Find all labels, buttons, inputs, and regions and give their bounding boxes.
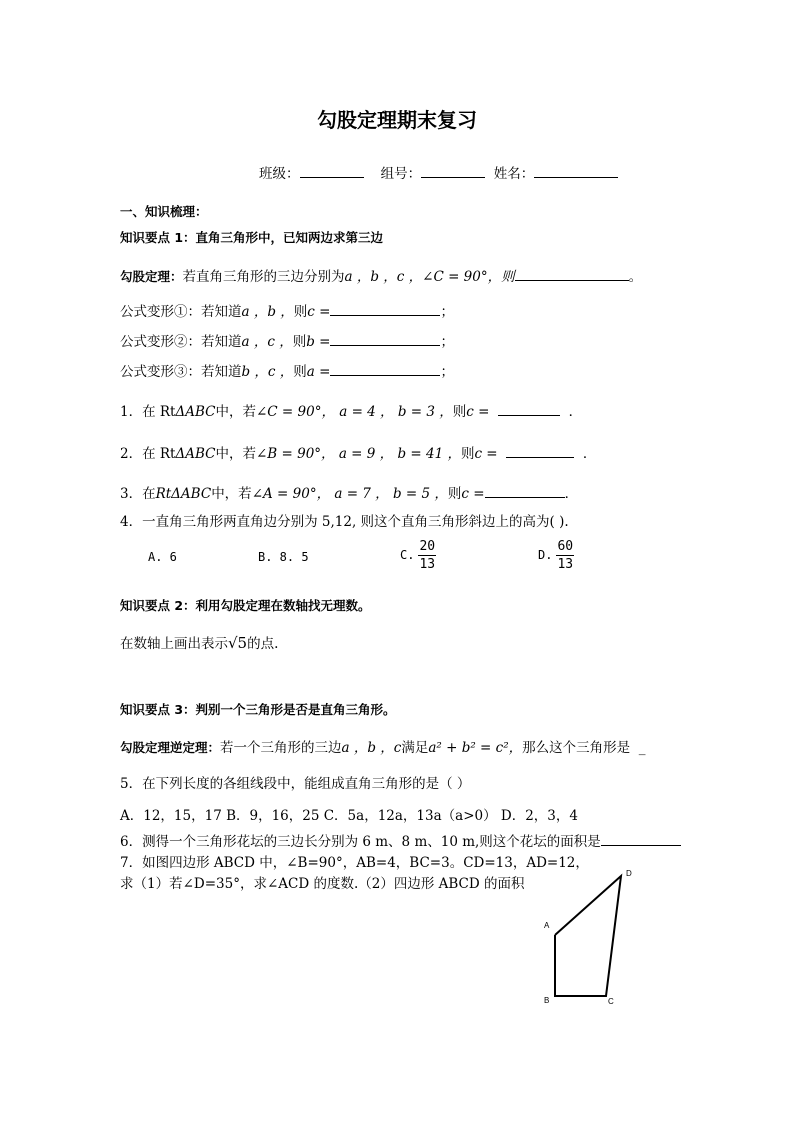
converse-cond-text: 满足 <box>401 740 429 756</box>
formula1-end: ； <box>440 304 454 320</box>
converse-text: 若一个三角形的三边 <box>220 740 342 756</box>
q2-mid: 中，若 <box>215 446 256 462</box>
formula3-var: a = <box>306 364 331 380</box>
q4-option-d-numerator: 60 <box>557 539 574 554</box>
q6-text: 6．测得一个三角形花坛的三边长分别为 6 m、8 m、10 m,则这个花坛的面积是 <box>120 834 601 850</box>
theorem-vars: a ，b ，c ， <box>344 269 423 285</box>
vertex-c-label: C <box>608 997 614 1006</box>
q2-num: 2．在 Rt <box>120 446 176 462</box>
q2-condition: ∠B = 90°， a = 9 ， b = 41 ， <box>255 446 461 462</box>
formula3-then: 则 <box>293 364 307 380</box>
formula3-end: ； <box>440 364 454 380</box>
quadrilateral-abcd <box>555 876 621 996</box>
q4-option-c-label: C. <box>400 548 415 562</box>
point3-heading: 知识要点 3：判别一个三角形是否是直角三角形。 <box>120 702 396 717</box>
question-4: 4．一直角三角形两直角边分别为 5,12, 则这个直角三角形斜边上的高为( ). <box>120 514 569 530</box>
formula1-blank <box>330 301 440 316</box>
question-2 <box>120 442 596 462</box>
converse-label: 勾股定理逆定理： <box>120 740 221 755</box>
q5-options: A．12，15，17 B．9，16，25 C．5a，12a，13a（a>0） D．2，3，4 <box>120 808 578 824</box>
theorem-end: 。 <box>628 269 643 285</box>
q4-option-d <box>538 538 574 573</box>
theorem-label: 勾股定理： <box>120 269 183 284</box>
q3-mid: 中，若 <box>211 486 252 502</box>
q4-option-d-fraction <box>556 538 574 573</box>
q2-triangle: ΔABC <box>175 446 216 462</box>
group-label: 组号： <box>380 166 422 182</box>
formula3-vars: b ，c ， <box>241 364 294 380</box>
formula3-label: 公式变形③：若知道 <box>120 364 242 380</box>
q1-triangle: ΔABC <box>175 404 216 420</box>
formula1-line <box>120 300 454 320</box>
formula1-then: 则 <box>293 304 308 320</box>
q4-option-c-denominator: 13 <box>419 557 436 572</box>
q1-then: 则 <box>452 404 467 420</box>
theorem-angle: ∠C = 90°，则 <box>422 269 515 285</box>
q3-triangle: RtΔABC <box>155 486 212 502</box>
formula2-var: b = <box>306 334 331 350</box>
theorem-blank <box>515 266 629 281</box>
q1-end: ． <box>568 404 583 420</box>
group-blank <box>421 163 485 178</box>
q4-option-a: A. 6 <box>148 550 177 564</box>
question-5: 5．在下列长度的各组线段中，能组成直角三角形的是（ ） <box>120 776 471 792</box>
q6-blank <box>601 831 681 846</box>
q3-ask: c = <box>461 486 485 502</box>
vertex-d-label: D <box>626 869 632 878</box>
formula2-label: 公式变形②：若知道 <box>120 334 242 350</box>
sqrt5-expression: √5 <box>228 634 248 652</box>
q1-ask: c = <box>466 404 490 420</box>
point1-heading: 知识要点 1：直角三角形中，已知两边求第三边 <box>120 230 384 245</box>
question-7-line1: 7．如图四边形 ABCD 中，∠B=90°，AB=4，BC=3。CD=13，AD=12， <box>120 855 589 871</box>
name-label: 姓名： <box>493 166 535 182</box>
formula2-vars: a ，c ， <box>241 334 293 350</box>
point2-text-b: 的点. <box>247 636 279 652</box>
formula3-line <box>120 360 454 380</box>
q1-blank <box>498 401 560 416</box>
theorem-text: 若直角三角形的三边分别为 <box>182 269 345 285</box>
point2-text <box>120 632 278 652</box>
question-6 <box>120 830 681 850</box>
quadrilateral-figure <box>530 860 650 1010</box>
q1-num: 1．在 Rt <box>120 404 176 420</box>
formula2-then: 则 <box>292 334 307 350</box>
q3-num: 3．在 <box>120 486 156 502</box>
q3-condition: ∠A = 90°， a = 7 ， b = 5 ， <box>251 486 448 502</box>
name-blank <box>534 163 618 178</box>
q4-option-c <box>400 538 436 573</box>
formula3-blank <box>330 361 440 376</box>
vertex-a-label: A <box>544 921 550 930</box>
class-label: 班级： <box>259 166 300 182</box>
class-blank <box>300 163 364 178</box>
q4-option-d-label: D. <box>538 548 553 562</box>
converse-vars: a ，b ，c <box>341 740 402 756</box>
converse-theorem-line <box>120 736 645 756</box>
formula2-blank <box>330 331 440 346</box>
point2-heading: 知识要点 2：利用勾股定理在数轴找无理数。 <box>120 598 371 613</box>
q4-option-d-denominator: 13 <box>557 557 574 572</box>
formula1-var: c = <box>307 304 331 320</box>
converse-end: 那么这个三角形是 <box>522 740 631 756</box>
theorem-line <box>120 265 642 285</box>
section1-heading: 一、知识梳理： <box>120 204 208 219</box>
q2-end: ． <box>582 446 597 462</box>
question-1 <box>120 400 582 420</box>
converse-formula: a² + b² = c²， <box>428 740 523 756</box>
formula2-line <box>120 330 454 350</box>
question-7-line2: 求（1）若∠D=35°，求∠ACD 的度数.（2）四边形 ABCD 的面积 <box>120 876 525 892</box>
q1-condition: ∠C = 90°， a = 4 ， b = 3 ， <box>255 404 453 420</box>
q3-blank <box>485 483 565 498</box>
q1-mid: 中，若 <box>215 404 256 420</box>
question-3 <box>120 482 578 502</box>
q2-ask: c = <box>474 446 498 462</box>
formula1-vars: a ，b ， <box>241 304 294 320</box>
vertex-b-label: B <box>544 996 550 1005</box>
formula2-end: ； <box>440 334 454 350</box>
point2-text-a: 在数轴上画出表示 <box>120 636 228 652</box>
q3-then: 则 <box>447 486 462 502</box>
formula1-label: 公式变形①：若知道 <box>120 304 242 320</box>
q4-option-b: B. 8. 5 <box>258 550 309 564</box>
student-info-line <box>259 162 618 182</box>
q2-blank <box>506 443 574 458</box>
q4-option-c-fraction <box>418 538 436 573</box>
page-title: 勾股定理期末复习 <box>317 108 477 132</box>
q3-end: ． <box>564 486 579 502</box>
converse-trail: _ <box>638 740 646 756</box>
q2-then: 则 <box>460 446 475 462</box>
q4-option-c-numerator: 20 <box>419 539 436 554</box>
